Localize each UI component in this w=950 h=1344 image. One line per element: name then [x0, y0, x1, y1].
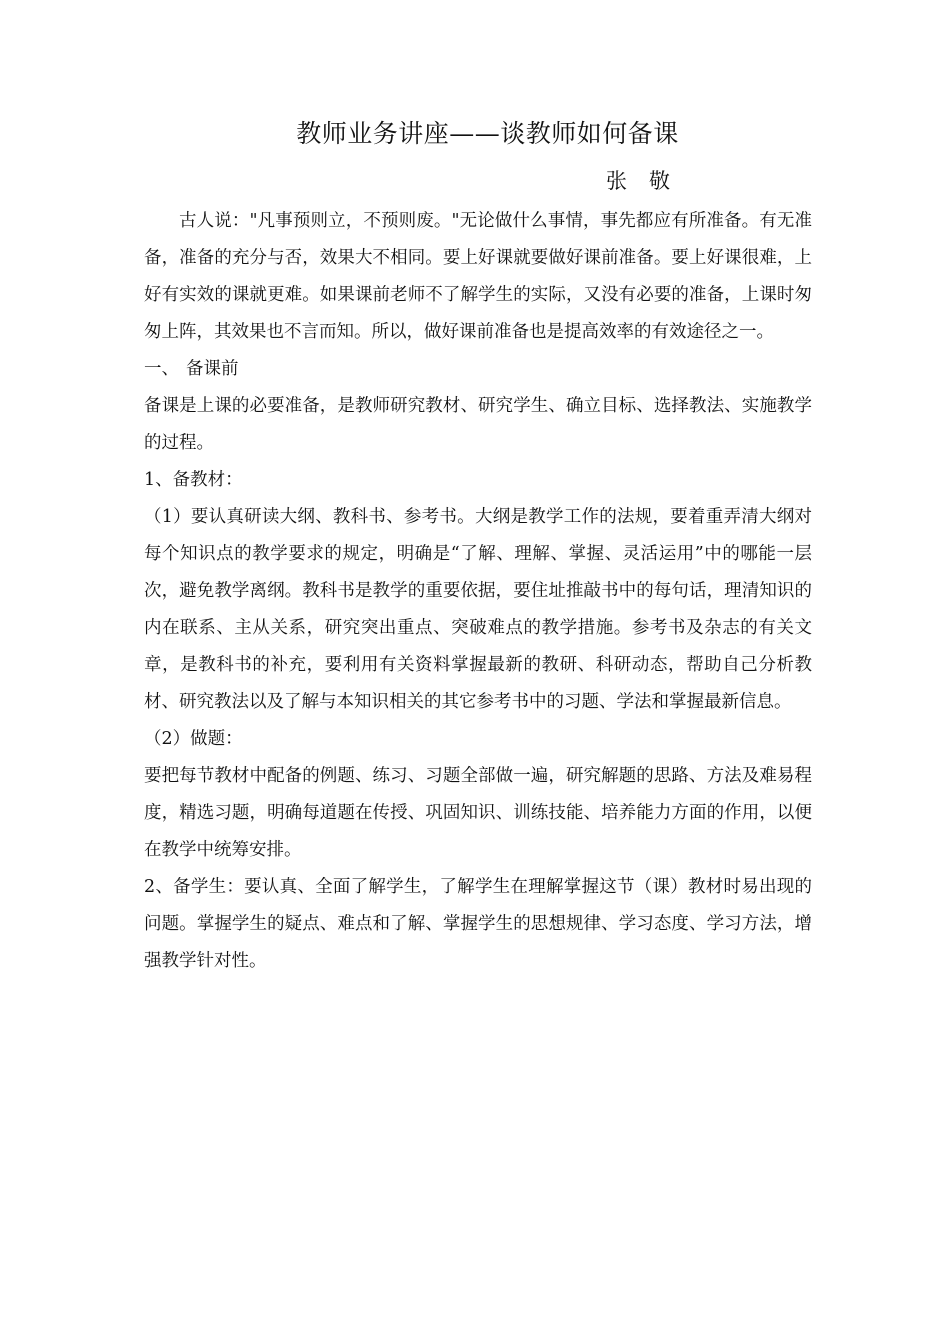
- definition-paragraph: 备课是上课的必要准备，是教师研究教材、研究学生、确立目标、选择教法、实施教学的过程。: [144, 396, 812, 453]
- section-number: 一、: [144, 359, 179, 379]
- item1-sub2-paragraph: 要把每节教材中配备的例题、练习、习题全部做一遍，研究解题的思路、方法及难易程度，精选习题，明确每道题在传授、巩固知识、训练技能、培养能力方面的作用，以便在教学中统筹安排。: [144, 766, 812, 860]
- author-name: 张敬: [606, 169, 692, 193]
- document-title: 教师业务讲座——谈教师如何备课: [296, 119, 679, 148]
- item1-sub1-paragraph: （1）要认真研读大纲、教科书、参考书。大纲是教学工作的法规，要着重弄清大纲对每个知识点的教学要求的规定，明确是“了解、理解、掌握、灵活运用”中的哪能一层次，避免教学离纲。教科书是教学的重要依据，要住址推敲书中的每句话，理清知识的内在联系、主从关系，研究突出重点、突破难点的教学措施。参考书及杂志的有关文章，是教科书的补充，要利用有关资料掌握最新的教研、科研动态，帮助自己分析教材、研究教法以及了解与本知识相关的其它参考书中的习题、学法和掌握最新信息。: [144, 507, 812, 712]
- intro-paragraph: 古人说："凡事预则立，不预则废。"无论做什么事情，事先都应有所准备。有无准备，准备的充分与否，效果大不相同。要上好课就要做好课前准备。要上好课很难，上好有实效的课就更难。如果课前老师不了解学生的实际，又没有必要的准备，上课时匆匆上阵，其效果也不言而知。所以，做好课前准备也是提高效率的有效途径之一。: [144, 211, 812, 342]
- item2-paragraph: 2、备学生：要认真、全面了解学生，了解学生在理解掌握这节（课）教材时易出现的问题。掌握学生的疑点、难点和了解、掌握学生的思想规律、学习态度、学习方法，增强教学针对性。: [144, 877, 812, 971]
- section-heading: [144, 351, 812, 388]
- section-title: 备课前: [186, 359, 239, 379]
- item1-sub2-heading: （2）做题：: [144, 729, 243, 749]
- document-body: [144, 203, 812, 980]
- item1-heading: 1、备教材：: [144, 470, 243, 490]
